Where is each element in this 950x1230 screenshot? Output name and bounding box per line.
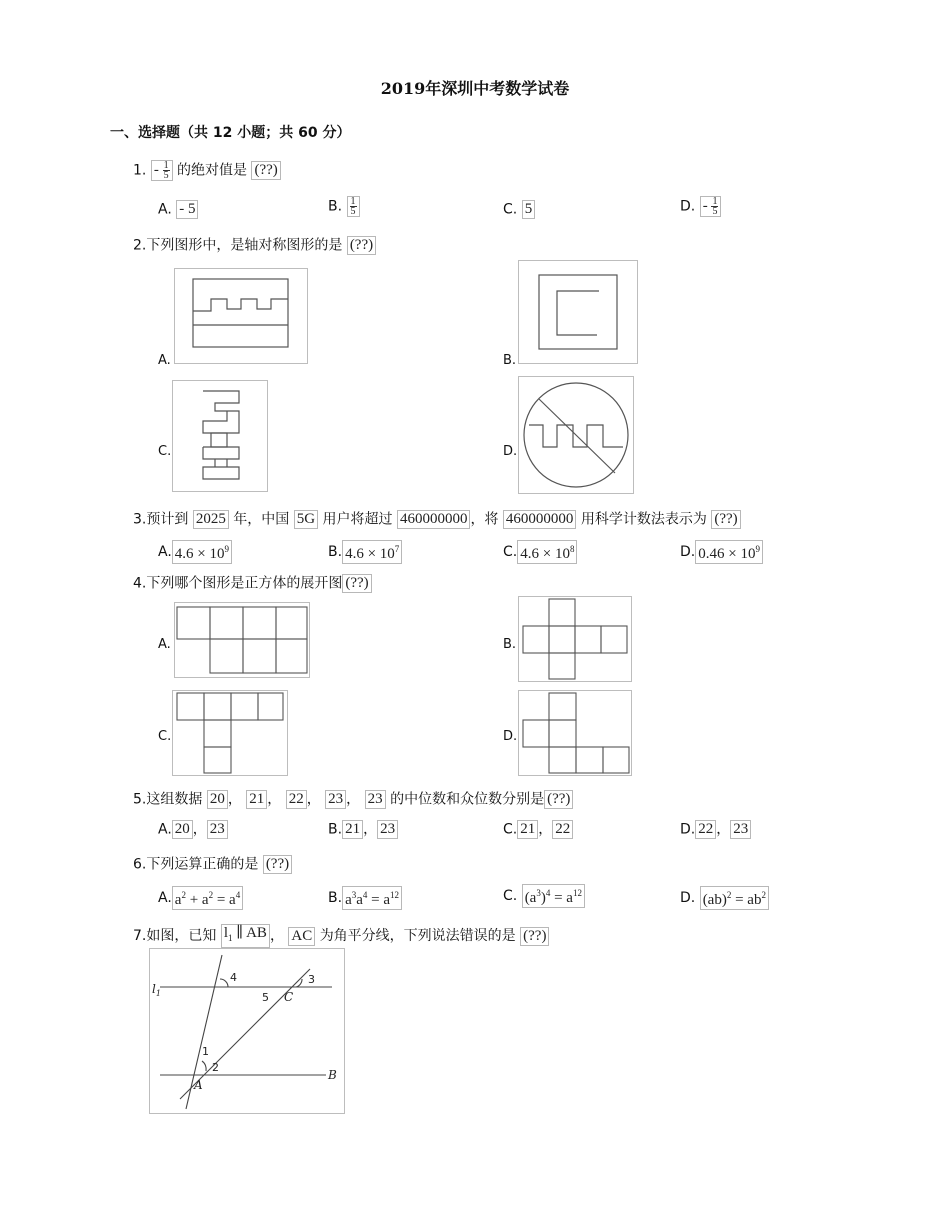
angle-2: 2: [212, 1061, 219, 1074]
q4-option-d-label[interactable]: D.: [503, 729, 518, 744]
question-2-stem: 2.下列图形中，是轴对称图形的是 (??): [133, 236, 376, 255]
label-a: A: [194, 1078, 203, 1092]
q1-option-c[interactable]: C. 5: [503, 200, 535, 219]
q1-option-a[interactable]: A. - 5: [158, 200, 198, 219]
q4-option-c-label[interactable]: C.: [158, 729, 172, 744]
answer-blank: (??): [347, 236, 376, 255]
q4-option-b-label[interactable]: B.: [503, 637, 517, 652]
q2-option-b-label[interactable]: B.: [503, 353, 517, 368]
label-l1: $l_1$: [152, 982, 161, 998]
question-3-stem: 3.预计到 2025 年，中国 5G 用户将超过 460000000 ，将 460000000 用科学计数法表示为 (??): [133, 510, 741, 529]
q1-option-b[interactable]: B. $\frac{1}{5}$: [328, 196, 360, 217]
question-1-stem: 1. - $\frac{1}{5}$ 的绝对值是 (??): [133, 160, 281, 181]
q2-figure-d[interactable]: [518, 376, 634, 494]
question-4-stem: 4.下列哪个图形是正方体的展开图 (??): [133, 574, 372, 593]
answer-blank: (??): [520, 927, 549, 946]
q4-net-b[interactable]: [518, 596, 632, 682]
q5-option-b[interactable]: B. 21 ， 23: [328, 820, 398, 839]
q5-option-c[interactable]: C. 21 ， 22: [503, 820, 573, 839]
expr-neg-one-fifth: - $\frac{1}{5}$: [151, 160, 173, 181]
q4-net-c[interactable]: [172, 690, 288, 776]
q6-option-c[interactable]: C. $(a^3)^4 = a^{12}$: [503, 884, 585, 908]
label-c: C: [284, 990, 294, 1004]
answer-blank: (??): [711, 510, 740, 529]
answer-blank: (??): [251, 161, 280, 180]
q7-geometry-figure: [149, 948, 345, 1114]
question-5-stem: 5.这组数据 20 ， 21 ， 22 ， 23 ， 23 的中位数和众位数分别是 (??): [133, 790, 573, 809]
q4-option-a-label[interactable]: A.: [158, 637, 171, 652]
label-b: B: [328, 1068, 337, 1082]
angle-4: 4: [230, 971, 237, 984]
angle-1: 1: [202, 1045, 209, 1058]
q1-option-d[interactable]: D. - $\frac{1}{5}$: [680, 196, 721, 217]
answer-blank: (??): [342, 574, 371, 593]
question-7-stem: 7.如图，已知 $l_1$ ∥ AB ， AC 为角平分线，下列说法错误的是 (??): [133, 924, 549, 948]
q4-net-a[interactable]: [174, 602, 310, 678]
angle-5: 5: [262, 991, 269, 1004]
q2-option-c-label[interactable]: C.: [158, 444, 172, 459]
q2-figure-c[interactable]: [172, 380, 268, 492]
q3-option-a[interactable]: A. $4.6 \times 10^9$: [158, 540, 232, 564]
q2-option-d-label[interactable]: D.: [503, 444, 518, 459]
q5-option-d[interactable]: D. 22 ， 23: [680, 820, 751, 839]
q6-option-b[interactable]: B. $a^3a^4 = a^{12}$: [328, 886, 402, 910]
answer-blank: (??): [263, 855, 292, 874]
section-header: 一、选择题（共 12 小题；共 60 分）: [110, 125, 351, 141]
q3-option-d[interactable]: D. $0.46 \times 10^9$: [680, 540, 763, 564]
q6-option-d[interactable]: D. $(ab)^2 = ab^2$: [680, 886, 769, 910]
q5-option-a[interactable]: A. 20 ， 23: [158, 820, 228, 839]
q2-option-a-label[interactable]: A.: [158, 353, 171, 368]
q3-option-b[interactable]: B. $4.6 \times 10^7$: [328, 540, 402, 564]
angle-3: 3: [308, 973, 315, 986]
q4-net-d[interactable]: [518, 690, 632, 776]
question-6-stem: 6.下列运算正确的是 (??): [133, 855, 292, 874]
expr-l1-parallel-ab: $l_1$ ∥ AB: [221, 924, 270, 948]
page-title: 2019年深圳中考数学试卷: [380, 79, 570, 98]
q3-option-c[interactable]: C. $4.6 \times 10^8$: [503, 540, 577, 564]
answer-blank: (??): [544, 790, 573, 809]
q2-figure-a[interactable]: [174, 268, 308, 364]
q2-figure-b[interactable]: [518, 260, 638, 364]
q6-option-a[interactable]: A. $a^2 + a^2 = a^4$: [158, 886, 243, 910]
